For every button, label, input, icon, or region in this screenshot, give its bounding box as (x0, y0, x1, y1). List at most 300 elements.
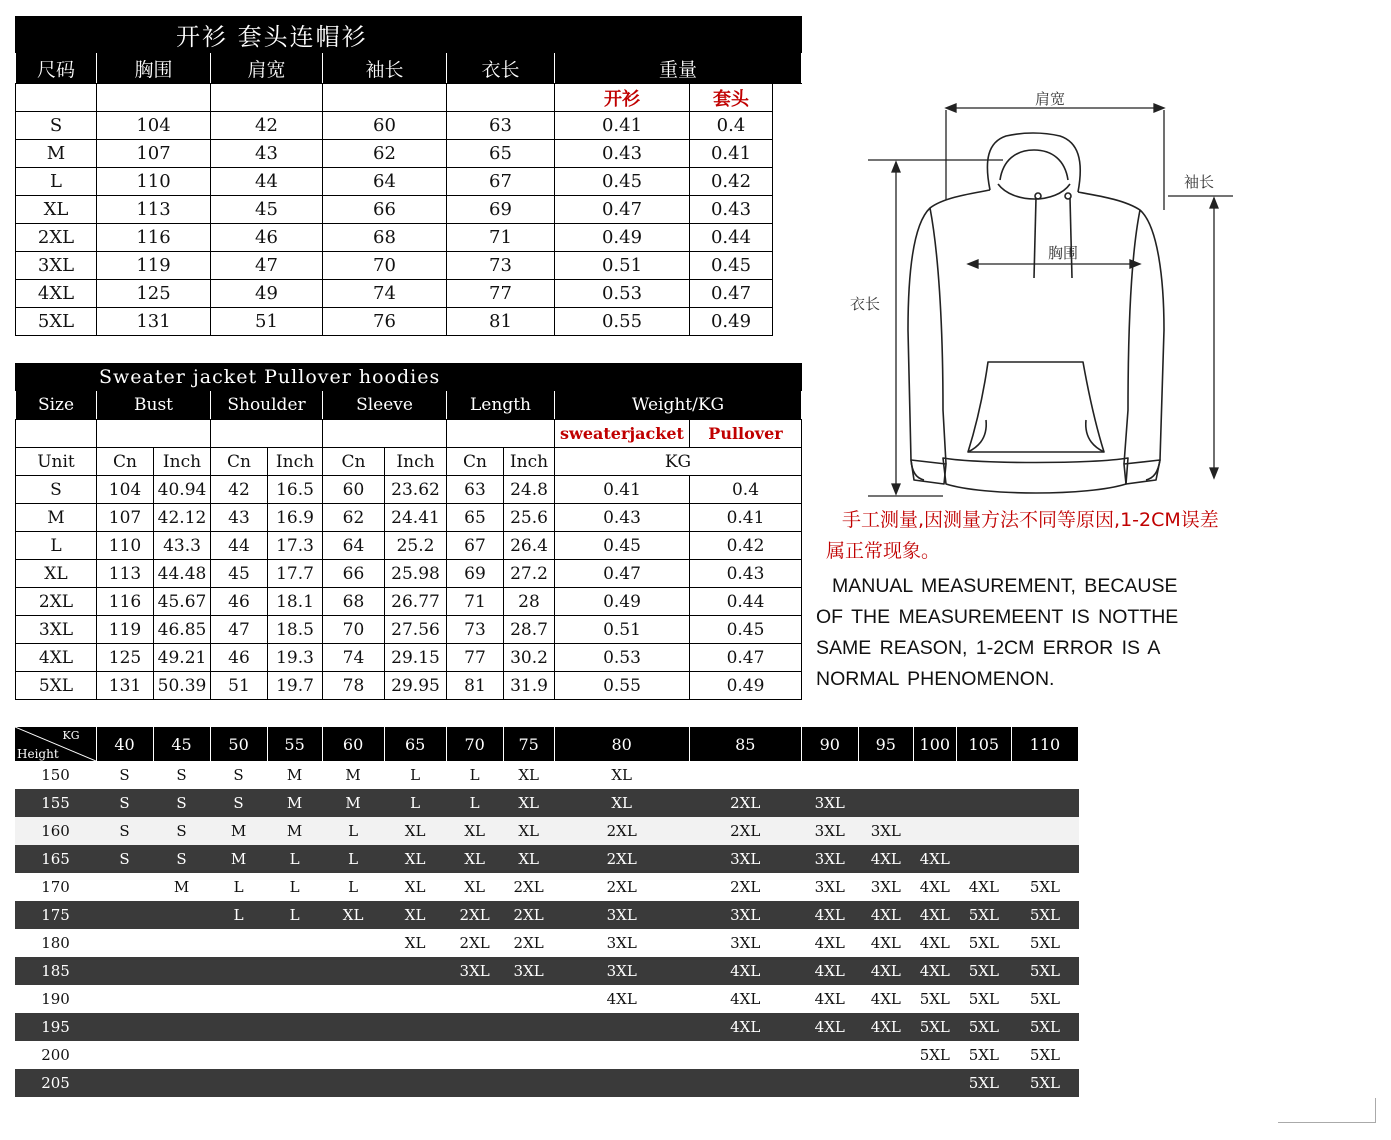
unit-cell: KG (555, 448, 802, 476)
header-shoulder: Shoulder (211, 391, 323, 420)
table-cell: 0.42 (690, 168, 773, 196)
fit-size-cell (153, 985, 210, 1013)
fit-size-cell: XL (446, 817, 503, 845)
fit-size-cell (210, 1069, 267, 1097)
fit-size-cell: 4XL (913, 873, 956, 901)
table-cell: 110 (97, 532, 154, 560)
unit-cell: Cn (97, 448, 154, 476)
table-cell: 47 (211, 616, 268, 644)
blank-cell (447, 84, 555, 112)
table-cell: 119 (97, 252, 211, 280)
table-cell: 0.49 (690, 672, 802, 700)
fit-row (15, 1069, 1079, 1097)
table-cell: 113 (97, 560, 154, 588)
fit-size-cell: XL (384, 845, 446, 873)
fit-size-cell: 4XL (801, 901, 858, 929)
fit-size-cell (801, 1041, 858, 1069)
weight-header: 55 (267, 727, 322, 761)
table-cell: 70 (323, 252, 447, 280)
table-cell: 77 (447, 280, 555, 308)
table-cell: 104 (97, 112, 211, 140)
fit-row (15, 985, 1079, 1013)
fit-size-cell: L (322, 845, 384, 873)
weight-header: 50 (210, 727, 267, 761)
table-cell: 0.53 (555, 644, 690, 672)
fit-size-cell (801, 1069, 858, 1097)
table-cell: 62 (323, 504, 385, 532)
table-cell: 77 (447, 644, 504, 672)
fit-size-cell: 3XL (801, 817, 858, 845)
fit-size-cell (384, 1013, 446, 1041)
fit-size-cell: XL (322, 901, 384, 929)
fit-size-cell (267, 1013, 322, 1041)
fit-size-cell: XL (554, 789, 689, 817)
table-row (16, 588, 802, 616)
table-cell: 81 (447, 308, 555, 336)
table-cell: 44 (211, 532, 268, 560)
label-length: 衣长 (850, 295, 881, 313)
fit-size-cell: 4XL (689, 957, 801, 985)
fit-size-cell: L (210, 873, 267, 901)
unit-cell: Inch (385, 448, 447, 476)
fit-size-cell (267, 1069, 322, 1097)
table-cell: 16.9 (268, 504, 323, 532)
height-cell: 170 (15, 873, 96, 901)
fit-size-cell: S (96, 789, 153, 817)
fit-table (15, 727, 1079, 1097)
fit-size-cell: 2XL (503, 873, 554, 901)
measurement-note-en: MANUAL MEASUREMENT, BECAUSE OF THE MEASUREMEENT IS NOTTHE SAME REASON, 1-2CM ERROR IS A NORMAL PHENOMENON. (816, 575, 1179, 690)
table-cell: 0.49 (690, 308, 773, 336)
fit-size-cell (210, 1041, 267, 1069)
table-cell: S (16, 112, 97, 140)
fit-size-cell (446, 985, 503, 1013)
label-shoulder: 肩宽 (1035, 90, 1066, 108)
fit-size-cell (96, 901, 153, 929)
fit-size-cell: 5XL (1011, 1041, 1078, 1069)
table-cell: 27.2 (504, 560, 555, 588)
fit-size-cell (153, 957, 210, 985)
fit-size-cell (384, 957, 446, 985)
height-cell: 160 (15, 817, 96, 845)
fit-size-cell: S (153, 845, 210, 873)
fit-size-cell (1011, 845, 1078, 873)
fit-size-cell: 5XL (1011, 1069, 1078, 1097)
table-row (16, 224, 802, 252)
table-cell: 0.43 (555, 140, 690, 168)
weight-sub-pullover: Pullover (690, 420, 802, 448)
fit-size-cell: L (210, 901, 267, 929)
fit-size-cell (267, 957, 322, 985)
fit-size-cell (267, 985, 322, 1013)
fit-size-cell: 4XL (913, 845, 956, 873)
blank-cell (97, 84, 211, 112)
fit-size-cell: 3XL (858, 817, 913, 845)
table-cell: 2XL (16, 224, 97, 252)
fit-row (15, 845, 1079, 873)
fit-size-cell: 3XL (801, 845, 858, 873)
height-cell: 195 (15, 1013, 96, 1041)
table-cell: 0.55 (555, 308, 690, 336)
table-row (16, 308, 802, 336)
table-row (16, 252, 802, 280)
fit-size-cell: 3XL (503, 957, 554, 985)
fit-row (15, 761, 1079, 789)
unit-cell: Unit (16, 448, 97, 476)
table-cell: 64 (323, 532, 385, 560)
table-cell: 68 (323, 224, 447, 252)
blank-cell (773, 196, 802, 224)
table-cell: 45.67 (154, 588, 211, 616)
table-cell: 43 (211, 140, 323, 168)
fit-row (15, 1013, 1079, 1041)
fit-size-cell: XL (384, 817, 446, 845)
blank-cell (323, 420, 447, 448)
blank-cell (447, 420, 555, 448)
fit-size-cell: M (153, 873, 210, 901)
fit-size-cell: 2XL (503, 901, 554, 929)
fit-size-cell (858, 1041, 913, 1069)
table-cell: 25.2 (385, 532, 447, 560)
fit-size-cell (384, 985, 446, 1013)
fit-size-cell: 3XL (689, 929, 801, 957)
table-cell: 74 (323, 280, 447, 308)
table-cell: 23.62 (385, 476, 447, 504)
fit-size-cell: XL (503, 817, 554, 845)
fit-size-cell (96, 985, 153, 1013)
table-cell: 62 (323, 140, 447, 168)
fit-row (15, 873, 1079, 901)
table-cell: 50.39 (154, 672, 211, 700)
fit-size-cell: 4XL (913, 957, 956, 985)
table-cell: 17.7 (268, 560, 323, 588)
fit-size-cell: 4XL (858, 929, 913, 957)
table-cell: 0.47 (690, 644, 802, 672)
table-row (16, 560, 802, 588)
fit-size-cell: S (96, 845, 153, 873)
blank-cell (773, 308, 802, 336)
table-cell: 3XL (16, 252, 97, 280)
fit-size-cell: 4XL (689, 1013, 801, 1041)
fit-size-cell: XL (554, 761, 689, 789)
table-cell: 18.5 (268, 616, 323, 644)
table-cell: 67 (447, 168, 555, 196)
table-cell: L (16, 532, 97, 560)
table-cell: 131 (97, 672, 154, 700)
fit-size-cell (322, 929, 384, 957)
fit-size-cell (446, 1069, 503, 1097)
corner-height-label: Height (17, 747, 59, 761)
fit-size-cell: L (384, 789, 446, 817)
fit-size-cell: 4XL (913, 901, 956, 929)
table-cell: 49.21 (154, 644, 211, 672)
fit-size-cell: S (210, 789, 267, 817)
size-rows-cn (16, 112, 802, 336)
fit-size-cell: 5XL (1011, 985, 1078, 1013)
table-cell: 0.49 (555, 224, 690, 252)
height-cell: 155 (15, 789, 96, 817)
fit-row (15, 901, 1079, 929)
header-weight: Weight/KG (555, 391, 802, 420)
table-cell: 68 (323, 588, 385, 616)
fit-size-cell: 4XL (689, 985, 801, 1013)
fit-size-cell: L (267, 845, 322, 873)
fit-size-cell: L (267, 901, 322, 929)
fit-size-cell: M (322, 789, 384, 817)
fit-size-cell: S (96, 761, 153, 789)
fit-size-cell (689, 1069, 801, 1097)
table-cell: 66 (323, 196, 447, 224)
fit-size-cell (322, 1013, 384, 1041)
height-cell: 200 (15, 1041, 96, 1069)
fit-size-cell (210, 1013, 267, 1041)
table-cell: 125 (97, 644, 154, 672)
fit-row (15, 929, 1079, 957)
table-cell: 116 (97, 224, 211, 252)
unit-row (16, 448, 802, 476)
fit-row (15, 789, 1079, 817)
header-sleeve: Sleeve (323, 391, 447, 420)
table-cell: 71 (447, 588, 504, 616)
table-cell: 0.51 (555, 616, 690, 644)
table-cell: 19.3 (268, 644, 323, 672)
table-cell: 43 (211, 504, 268, 532)
fit-size-cell (503, 1041, 554, 1069)
blank-cell (211, 420, 323, 448)
blank-cell (773, 140, 802, 168)
fit-size-cell: 5XL (956, 1041, 1011, 1069)
table-cell: 24.41 (385, 504, 447, 532)
table-cell: 45 (211, 196, 323, 224)
table-cell: 67 (447, 532, 504, 560)
fit-size-cell (96, 873, 153, 901)
fit-size-cell: 3XL (689, 901, 801, 929)
size-table-en (15, 363, 802, 700)
fit-size-cell: M (210, 817, 267, 845)
blank-cell (211, 84, 323, 112)
fit-size-cell: L (446, 789, 503, 817)
fit-size-cell: XL (384, 873, 446, 901)
corner-cell (15, 727, 96, 761)
fit-size-cell: 3XL (554, 957, 689, 985)
fit-size-cell: 4XL (801, 1013, 858, 1041)
table-row (16, 112, 802, 140)
table-cell: M (16, 140, 97, 168)
table-cell: 0.42 (690, 532, 802, 560)
table-cell: 51 (211, 672, 268, 700)
table-cell: 131 (97, 308, 211, 336)
fit-size-cell: 5XL (913, 1013, 956, 1041)
table-cell: 25.6 (504, 504, 555, 532)
fit-size-cell: 3XL (689, 845, 801, 873)
fit-size-cell: XL (503, 789, 554, 817)
height-cell: 150 (15, 761, 96, 789)
table-cell: 2XL (16, 588, 97, 616)
table-cell: 42 (211, 476, 268, 504)
fit-size-cell (446, 1041, 503, 1069)
fit-size-cell: 3XL (801, 873, 858, 901)
weight-header: 90 (801, 727, 858, 761)
fit-size-cell (913, 789, 956, 817)
table-cell: L (16, 168, 97, 196)
fit-size-cell: 2XL (446, 929, 503, 957)
header-bust: Bust (97, 391, 211, 420)
fit-size-cell (267, 1041, 322, 1069)
fit-size-cell: 4XL (554, 985, 689, 1013)
table-cell: 4XL (16, 280, 97, 308)
fit-size-cell: 5XL (913, 985, 956, 1013)
table-cell: 45 (211, 560, 268, 588)
fit-size-cell: 4XL (858, 985, 913, 1013)
table-row (16, 280, 802, 308)
table-cell: 0.47 (555, 560, 690, 588)
weight-header: 80 (554, 727, 689, 761)
height-cell: 165 (15, 845, 96, 873)
measure-lines (868, 104, 1233, 496)
fit-size-cell (96, 1013, 153, 1041)
weight-header: 40 (96, 727, 153, 761)
weight-header: 110 (1011, 727, 1078, 761)
table-cell: 49 (211, 280, 323, 308)
table-cell: 104 (97, 476, 154, 504)
table-cell: M (16, 504, 97, 532)
table-cell: 17.3 (268, 532, 323, 560)
header-size: 尺码 (16, 53, 97, 84)
fit-size-cell: 4XL (801, 929, 858, 957)
size-table-cn (15, 16, 802, 336)
table-title-cn: 开衫 套头连帽衫 (16, 17, 802, 53)
table-cell: 81 (447, 672, 504, 700)
header-weight: 重量 (555, 53, 802, 84)
corner-kg-label: KG (62, 729, 80, 742)
fit-size-cell: XL (384, 901, 446, 929)
table-cell: 5XL (16, 308, 97, 336)
fit-size-cell: L (322, 873, 384, 901)
table-cell: 0.53 (555, 280, 690, 308)
measurement-note-cn: 手工测量,因测量方法不同等原因,1-2CM误差属正常现象。 (826, 509, 1219, 562)
table-cell: S (16, 476, 97, 504)
table-cell: 16.5 (268, 476, 323, 504)
table-cell: 19.7 (268, 672, 323, 700)
fit-size-cell (96, 1041, 153, 1069)
table-cell: 0.43 (690, 560, 802, 588)
table-cell: 29.95 (385, 672, 447, 700)
table-cell: 69 (447, 196, 555, 224)
table-cell: 69 (447, 560, 504, 588)
fit-size-cell: L (446, 761, 503, 789)
weight-sub-sweaterjacket: sweaterjacket (555, 420, 690, 448)
header-length: Length (447, 391, 555, 420)
fit-size-cell (689, 1041, 801, 1069)
table-row (16, 616, 802, 644)
table-cell: 27.56 (385, 616, 447, 644)
table-cell: 42.12 (154, 504, 211, 532)
fit-size-cell (322, 1069, 384, 1097)
fit-size-cell: 4XL (858, 1013, 913, 1041)
fit-size-cell (153, 1069, 210, 1097)
height-cell: 180 (15, 929, 96, 957)
table-cell: 29.15 (385, 644, 447, 672)
weight-sub-pullover: 套头 (690, 84, 773, 112)
fit-size-cell (1011, 817, 1078, 845)
fit-size-cell: 4XL (801, 985, 858, 1013)
table-cell: 65 (447, 504, 504, 532)
table-cell: 0.41 (555, 112, 690, 140)
fit-size-cell (503, 1013, 554, 1041)
label-chest: 胸围 (1048, 244, 1079, 262)
table-cell: 107 (97, 140, 211, 168)
fit-rows (15, 761, 1079, 1097)
table-cell: 76 (323, 308, 447, 336)
fit-size-cell: 2XL (503, 929, 554, 957)
fit-size-cell: 2XL (554, 845, 689, 873)
table-cell: 18.1 (268, 588, 323, 616)
table-cell: 43.3 (154, 532, 211, 560)
fit-size-cell (503, 985, 554, 1013)
fit-size-cell: 4XL (801, 957, 858, 985)
fit-size-cell: 3XL (801, 789, 858, 817)
table-cell: 66 (323, 560, 385, 588)
header-shoulder: 肩宽 (211, 53, 323, 84)
fit-size-cell: M (210, 845, 267, 873)
table-cell: 44 (211, 168, 323, 196)
table-cell: 0.4 (690, 112, 773, 140)
fit-size-cell (210, 957, 267, 985)
fit-size-cell (153, 1013, 210, 1041)
table-cell: 60 (323, 112, 447, 140)
table-cell: 0.44 (690, 224, 773, 252)
blank-cell (773, 224, 802, 252)
table-cell: 46 (211, 588, 268, 616)
size-rows-en (16, 476, 802, 700)
fit-size-cell: 3XL (446, 957, 503, 985)
table-cell: XL (16, 196, 97, 224)
table-cell: 64 (323, 168, 447, 196)
fit-size-cell (913, 1069, 956, 1097)
fit-size-cell: M (267, 817, 322, 845)
weight-header: 75 (503, 727, 554, 761)
fit-size-cell: S (96, 817, 153, 845)
table-cell: 0.45 (690, 616, 802, 644)
unit-cell: Cn (447, 448, 504, 476)
blank-cell (773, 84, 802, 112)
fit-size-cell: 5XL (1011, 873, 1078, 901)
fit-row (15, 1041, 1079, 1069)
table-cell: 73 (447, 252, 555, 280)
table-cell: XL (16, 560, 97, 588)
table-cell: 40.94 (154, 476, 211, 504)
fit-size-cell: L (267, 873, 322, 901)
table-cell: 26.4 (504, 532, 555, 560)
table-cell: 46 (211, 644, 268, 672)
fit-size-cell: XL (503, 761, 554, 789)
table-cell: 125 (97, 280, 211, 308)
fit-size-cell: XL (446, 845, 503, 873)
fit-size-cell (210, 985, 267, 1013)
table-cell: 0.49 (555, 588, 690, 616)
table-row (16, 672, 802, 700)
fit-size-cell (913, 761, 956, 789)
fit-size-cell: 2XL (446, 901, 503, 929)
header-sleeve: 袖长 (323, 53, 447, 84)
fit-size-cell: 5XL (956, 1069, 1011, 1097)
table-cell: 44.48 (154, 560, 211, 588)
fit-size-cell: 5XL (1011, 929, 1078, 957)
table-row (16, 644, 802, 672)
table-cell: 0.43 (690, 196, 773, 224)
fit-size-cell: 2XL (689, 789, 801, 817)
fit-size-cell: S (210, 761, 267, 789)
